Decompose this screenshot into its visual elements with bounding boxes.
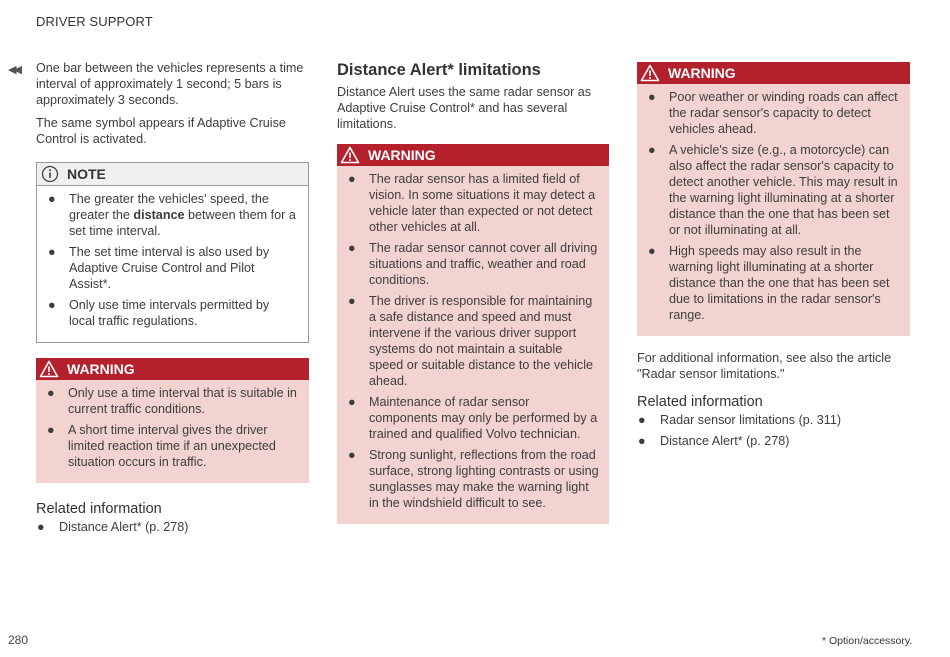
list-item: ● Only use time intervals permitted by local traffic regulations. [48,298,270,328]
warning-list [36,380,309,483]
related-list [36,519,309,535]
back-nav-icon[interactable]: ◀◀ [8,64,19,76]
column-3 [637,62,910,454]
warning-list [637,84,910,336]
section-heading: Distance Alert* limitations [337,61,541,79]
related-link[interactable]: ● Radar sensor limitations (p. 311) [638,413,842,427]
related-heading: Related information [36,501,162,517]
additional-info: For additional information, see also the article "Radar sensor limitations." [637,351,892,381]
list-item: ● The greater the vehicles' speed, the greater the distance between them for a set time interval. [48,192,296,238]
list-item: ● Only use a time interval that is suitable in current traffic conditions. [47,386,297,416]
column-2 [337,60,609,524]
list-item: ● The radar sensor has a limited field of vision. In some situations it may detect a vehicle later than expected or not detect other vehicles at all. [348,172,596,234]
warning-box [637,62,910,336]
warning-box [36,358,309,483]
warning-triangle-icon [640,64,660,82]
list-item: ● A vehicle's size (e.g., a motorcycle) can also affect the radar sensor's capacity to detect another vehicle. This may result in the warning light illuminating at a shorter distance than the one that has been set or not illuminating at all. [648,143,898,237]
list-item: ● High speeds may also result in the warning light illuminating at a shorter distance than the one that has been set due to limitations in the radar sensor's range. [648,244,890,322]
warning-triangle-icon [340,146,360,164]
page-number: 280 [8,633,29,647]
related-list [637,412,910,449]
note-title: NOTE [67,166,106,182]
warning-box [337,144,609,524]
warning-title: WARNING [67,361,135,377]
warning-title: WARNING [368,147,436,163]
related-link[interactable]: ● Distance Alert* (p. 278) [638,434,790,448]
note-box [36,162,309,343]
warning-header [337,144,609,166]
warning-list [337,166,609,524]
related-heading: Related information [637,394,763,410]
paragraph: The same symbol appears if Adaptive Cruise Control is activated. [36,116,286,146]
warning-title: WARNING [668,65,736,81]
column-1 [36,60,309,540]
list-item: ● Strong sunlight, reflections from the road surface, strong lighting contrasts or using sunglasses may make the warning light in the windshield difficult to see. [348,448,599,510]
note-header [37,163,308,186]
warning-triangle-icon [39,360,59,378]
list-item: ● The driver is responsible for maintaining a safe distance and speed and must intervene if the various driver support systems do not maintain a suitable speed or suitable distance to the vehicle ahead. [348,294,594,388]
warning-header [36,358,309,380]
intro-paragraph: Distance Alert uses the same radar sensor as Adaptive Cruise Control* and has several limitations. [337,85,592,131]
section-header: DRIVER SUPPORT [36,14,153,29]
list-item: ● The set time interval is also used by Adaptive Cruise Control and Pilot Assist*. [48,245,270,291]
related-link[interactable]: ● Distance Alert* (p. 278) [37,520,189,534]
note-list [37,186,308,342]
list-item: ● A short time interval gives the driver limited reaction time if an unexpected situation occurs in traffic. [47,423,276,469]
footnote: * Option/accessory. [822,635,913,647]
list-item: ● Poor weather or winding roads can affect the radar sensor's capacity to detect vehicles ahead. [648,90,898,136]
paragraph: One bar between the vehicles represents a time interval of approximately 1 second; 5 bars is approximately 3 seconds. [36,61,304,107]
info-icon [41,165,59,183]
list-item: ● Maintenance of radar sensor components may only be performed by a trained and qualified Volvo technician. [348,395,598,441]
warning-header [637,62,910,84]
list-item: ● The radar sensor cannot cover all driving situations and traffic, weather and road conditions. [348,241,598,287]
